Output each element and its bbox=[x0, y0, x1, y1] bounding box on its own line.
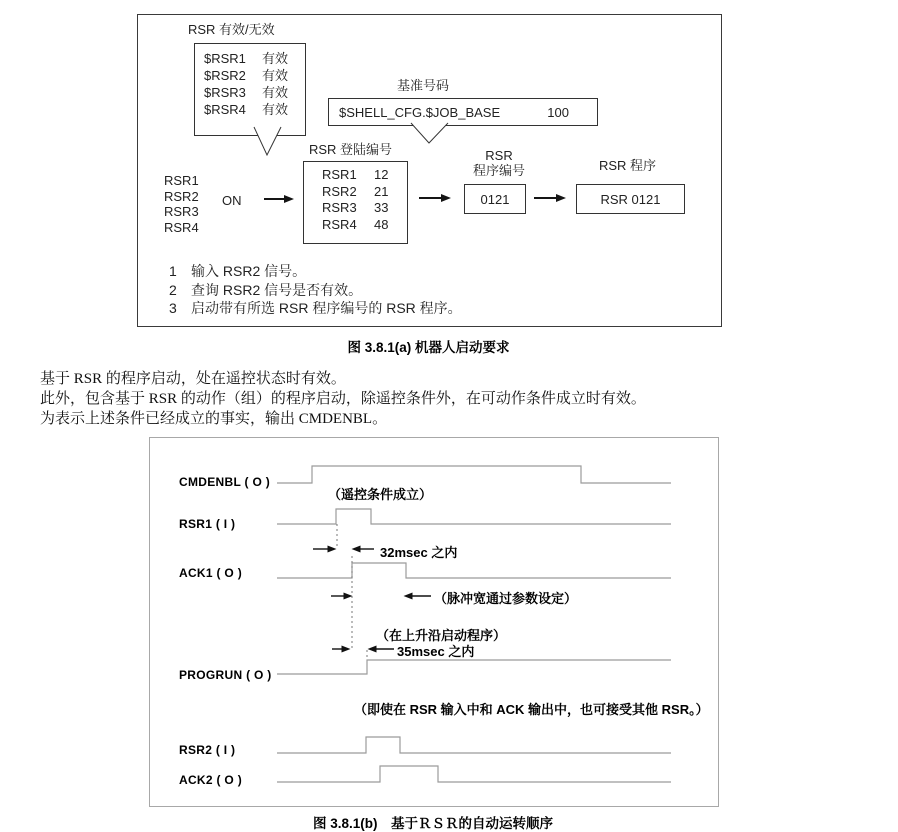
note-row bbox=[169, 262, 462, 281]
note-number: 3 bbox=[169, 300, 177, 316]
on-label: ON bbox=[222, 193, 242, 208]
valid-status: 有效 bbox=[262, 85, 289, 100]
valid-var: $RSR4 bbox=[204, 102, 246, 117]
note-row bbox=[169, 281, 462, 300]
input-signal-list bbox=[164, 173, 199, 235]
trace-rsr2 bbox=[277, 737, 671, 753]
body-line: 此外，包含基于 RSR 的动作（组）的程序启动，除遥控条件外，在可动作条件成立时有效。 bbox=[40, 391, 646, 407]
program-number-label-line2: 程序编号 bbox=[472, 163, 525, 178]
login-row bbox=[304, 200, 407, 217]
valid-row bbox=[195, 84, 305, 101]
body-paragraph bbox=[40, 369, 646, 429]
note-number: 1 bbox=[169, 263, 177, 279]
valid-var: $RSR2 bbox=[204, 68, 246, 83]
program-label: RSR 程序 bbox=[599, 158, 657, 173]
body-line: 基于 RSR 的程序启动，处在遥控状态时有效。 bbox=[40, 371, 346, 387]
input-signal: RSR2 bbox=[164, 188, 199, 204]
program-number-label-line1: RSR bbox=[485, 148, 513, 163]
login-row bbox=[304, 184, 407, 201]
trace-ack2 bbox=[277, 766, 671, 782]
login-number-label: RSR 登陆编号 bbox=[309, 142, 393, 157]
annotation-remote-condition: （遥控条件成立） bbox=[328, 487, 433, 502]
annotation-35msec: 35msec 之内 bbox=[397, 644, 475, 659]
input-signal: RSR4 bbox=[164, 219, 199, 235]
annotation-rising-edge: （在上升沿启动程序） bbox=[376, 628, 507, 643]
body-line: 为表示上述条件已经成立的事实，输出 CMDENBL。 bbox=[40, 411, 388, 427]
program-number-box: 0121 bbox=[464, 184, 526, 214]
base-number-box bbox=[328, 98, 598, 126]
note-number: 2 bbox=[169, 281, 177, 298]
program-number-label bbox=[468, 148, 530, 178]
note-row bbox=[169, 299, 462, 318]
input-signal: RSR3 bbox=[164, 204, 199, 219]
trace-cmdenbl bbox=[277, 466, 671, 483]
program-box: RSR 0121 bbox=[576, 184, 685, 214]
trace-progrun bbox=[277, 660, 671, 674]
trace-rsr1 bbox=[277, 509, 671, 524]
signal-label-rsr2: RSR2 ( I ) bbox=[179, 743, 236, 757]
base-variable: $SHELL_CFG.$JOB_BASE bbox=[339, 104, 501, 120]
trace-ack1 bbox=[277, 563, 671, 578]
login-value: 48 bbox=[374, 216, 389, 232]
note-text: 输入 RSR2 信号。 bbox=[191, 263, 307, 279]
annotation-pulse-width: （脉冲宽通过参数设定） bbox=[434, 591, 578, 606]
figure-robot-start-request bbox=[137, 14, 722, 327]
login-row bbox=[304, 217, 407, 234]
signal-label-ack2: ACK2 ( O ) bbox=[179, 773, 242, 787]
login-value: 33 bbox=[374, 200, 389, 215]
figure-rsr-timing-chart bbox=[149, 437, 719, 807]
rsr-valid-title: RSR 有效/无效 bbox=[188, 22, 275, 37]
valid-row bbox=[195, 67, 305, 84]
figure-a-notes bbox=[169, 262, 462, 318]
signal-label-rsr1: RSR1 ( I ) bbox=[179, 517, 236, 531]
login-number-box bbox=[303, 161, 408, 244]
valid-status: 有效 bbox=[262, 51, 289, 66]
valid-status: 有效 bbox=[262, 102, 289, 117]
note-text: 启动带有所选 RSR 程序编号的 RSR 程序。 bbox=[191, 300, 462, 316]
login-name: RSR4 bbox=[322, 216, 357, 232]
login-row bbox=[304, 167, 407, 184]
valid-var: $RSR3 bbox=[204, 85, 246, 100]
annotation-32msec: 32msec 之内 bbox=[380, 545, 458, 560]
base-value: 100 bbox=[547, 104, 569, 120]
login-value: 12 bbox=[374, 167, 389, 182]
login-name: RSR2 bbox=[322, 183, 357, 199]
figure-b-caption: 图 3.8.1(b) 基于ＲＳＲ的自动运转顺序 bbox=[312, 816, 553, 831]
valid-var: $RSR1 bbox=[204, 51, 246, 66]
signal-label-cmdenbl: CMDENBL ( O ) bbox=[179, 475, 271, 489]
bubble-tail bbox=[411, 123, 448, 143]
login-name: RSR3 bbox=[322, 200, 357, 215]
note-text: 查询 RSR2 信号是否有效。 bbox=[191, 281, 363, 298]
signal-label-ack1: ACK1 ( O ) bbox=[179, 566, 242, 580]
base-number-label: 基准号码 bbox=[397, 78, 450, 93]
valid-status: 有效 bbox=[262, 68, 289, 83]
rsr-valid-bubble bbox=[194, 43, 306, 136]
valid-row bbox=[195, 50, 305, 67]
login-value: 21 bbox=[374, 183, 389, 199]
signal-label-progrun: PROGRUN ( O ) bbox=[179, 668, 272, 682]
valid-row bbox=[195, 101, 305, 118]
annotation-other-rsr: （即使在 RSR 输入中和 ACK 输出中，也可接受其他 RSR。） bbox=[354, 702, 709, 717]
figure-a-caption: 图 3.8.1(a) 机器人启动要求 bbox=[347, 340, 510, 355]
login-name: RSR1 bbox=[322, 167, 357, 182]
input-signal: RSR1 bbox=[164, 173, 199, 188]
